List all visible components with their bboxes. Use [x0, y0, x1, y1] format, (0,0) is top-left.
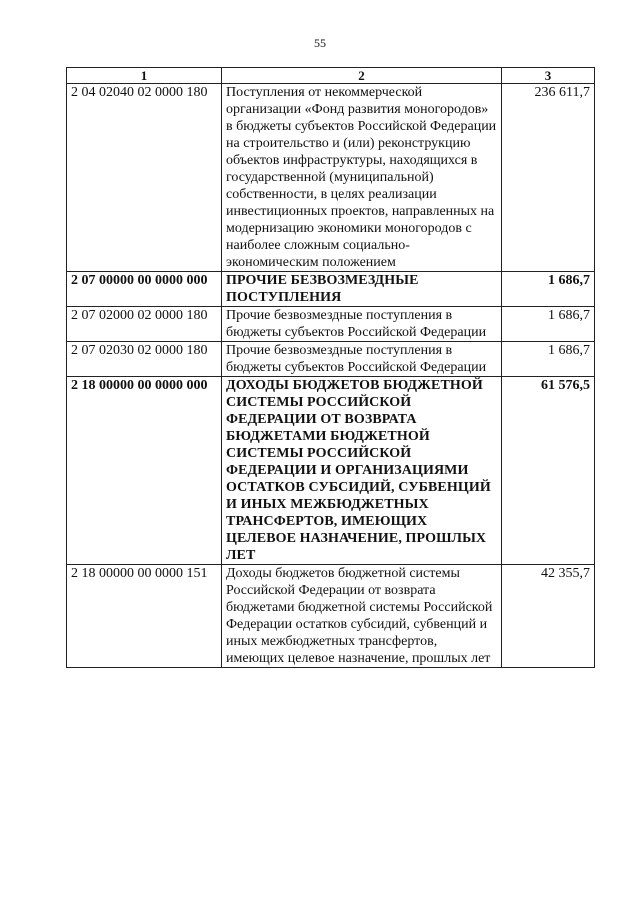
header-col-2: 2	[222, 68, 502, 84]
table-header-row	[67, 68, 595, 84]
header-col-1: 1	[67, 68, 222, 84]
amount: 61 576,5	[502, 377, 595, 565]
header-col-3: 3	[502, 68, 595, 84]
table-row	[67, 307, 595, 342]
budget-code: 2 07 02030 02 0000 180	[67, 342, 222, 377]
amount: 42 355,7	[502, 565, 595, 668]
budget-code: 2 18 00000 00 0000 151	[67, 565, 222, 668]
table-row	[67, 565, 595, 668]
amount: 236 611,7	[502, 84, 595, 272]
budget-code: 2 18 00000 00 0000 000	[67, 377, 222, 565]
revenue-description: Доходы бюджетов бюджетной системы Российской Федерации от возврата бюджетами бюджетной системы Российской Федерации остатков субсидий, субвенций и иных межбюджетных трансфертов, имеющих целевое назначение, прошлых лет	[222, 565, 502, 668]
table-row	[67, 84, 595, 272]
amount: 1 686,7	[502, 342, 595, 377]
revenue-table	[66, 67, 595, 668]
page-number: 55	[314, 36, 326, 50]
amount: 1 686,7	[502, 272, 595, 307]
revenue-description: ПРОЧИЕ БЕЗВОЗМЕЗДНЫЕ ПОСТУПЛЕНИЯ	[222, 272, 502, 307]
table-row	[67, 342, 595, 377]
budget-code: 2 07 00000 00 0000 000	[67, 272, 222, 307]
amount: 1 686,7	[502, 307, 595, 342]
revenue-description: Поступления от некоммерческой организации «Фонд развития моногородов» в бюджеты субъектов Российской Федерации на строительство и (или) реконструкцию объектов инфраструктуры, находящихся в государственной (муниципальной) собственности, в целях реализации инвестиционных проектов, направленных на модернизацию экономики моногородов с наиболее сложным социально-экономическим положением	[222, 84, 502, 272]
table-row-section	[67, 272, 595, 307]
budget-code: 2 07 02000 02 0000 180	[67, 307, 222, 342]
budget-code: 2 04 02040 02 0000 180	[67, 84, 222, 272]
revenue-description: Прочие безвозмездные поступления в бюджеты субъектов Российской Федерации	[222, 307, 502, 342]
table-row-section	[67, 377, 595, 565]
revenue-description: Прочие безвозмездные поступления в бюджеты субъектов Российской Федерации	[222, 342, 502, 377]
revenue-description: ДОХОДЫ БЮДЖЕТОВ БЮДЖЕТНОЙ СИСТЕМЫ РОССИЙСКОЙ ФЕДЕРАЦИИ ОТ ВОЗВРАТА БЮДЖЕТАМИ БЮДЖЕТНОЙ СИСТЕМЫ РОССИЙСКОЙ ФЕДЕРАЦИИ И ОРГАНИЗАЦИЯМИ ОСТАТКОВ СУБСИДИЙ, СУБВЕНЦИЙ И ИНЫХ МЕЖБЮДЖЕТНЫХ ТРАНСФЕРТОВ, ИМЕЮЩИХ ЦЕЛЕВОЕ НАЗНАЧЕНИЕ, ПРОШЛЫХ ЛЕТ	[222, 377, 502, 565]
